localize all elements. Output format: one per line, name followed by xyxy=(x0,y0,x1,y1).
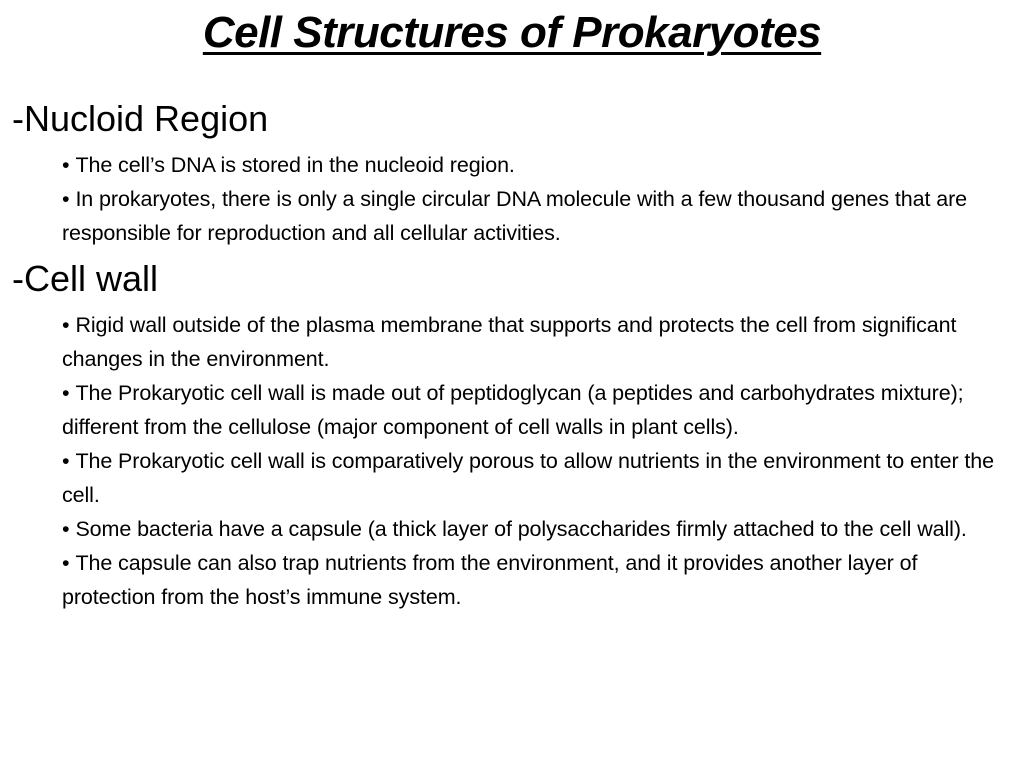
section-cell-wall xyxy=(12,256,1012,614)
bullet-icon: • xyxy=(62,313,70,337)
slide-content xyxy=(12,96,1012,614)
bullet-item xyxy=(62,182,1012,250)
bullet-text: The capsule can also trap nutrients from the environment, and it provides another layer of protection from the host’s immune system. xyxy=(62,551,918,609)
section-nucleoid-region xyxy=(12,96,1012,250)
bullet-item xyxy=(62,376,1012,444)
bullet-icon: • xyxy=(62,517,70,541)
slide-title: Cell Structures of Prokaryotes xyxy=(202,8,822,57)
bullet-text: In prokaryotes, there is only a single circular DNA molecule with a few thousand genes that are responsible for reproduction and all cellular activities. xyxy=(62,187,968,245)
bullet-icon: • xyxy=(62,551,70,575)
bullet-text: The cell’s DNA is stored in the nucleoid region. xyxy=(75,153,515,177)
bullet-icon: • xyxy=(62,187,70,211)
bullet-item xyxy=(62,308,1012,376)
section-heading: -Nucloid Region xyxy=(12,98,269,139)
bullet-list xyxy=(12,148,1012,250)
bullet-list xyxy=(12,308,1012,614)
section-heading: -Cell wall xyxy=(12,258,159,299)
bullet-text: The Prokaryotic cell wall is made out of peptidoglycan (a peptides and carbohydrates mixture); different from the cellulose (major component of cell walls in plant cells). xyxy=(62,381,964,439)
bullet-icon: • xyxy=(62,381,70,405)
bullet-item xyxy=(62,444,1012,512)
bullet-text: Some bacteria have a capsule (a thick layer of polysaccharides firmly attached to the cell wall). xyxy=(75,517,967,541)
bullet-item xyxy=(62,546,1012,614)
bullet-text: The Prokaryotic cell wall is comparatively porous to allow nutrients in the environment to enter the cell. xyxy=(62,449,994,507)
bullet-icon: • xyxy=(62,153,70,177)
bullet-text: Rigid wall outside of the plasma membrane that supports and protects the cell from significant changes in the environment. xyxy=(62,313,957,371)
bullet-icon: • xyxy=(62,449,70,473)
bullet-item xyxy=(62,148,1012,182)
bullet-item xyxy=(62,512,1012,546)
